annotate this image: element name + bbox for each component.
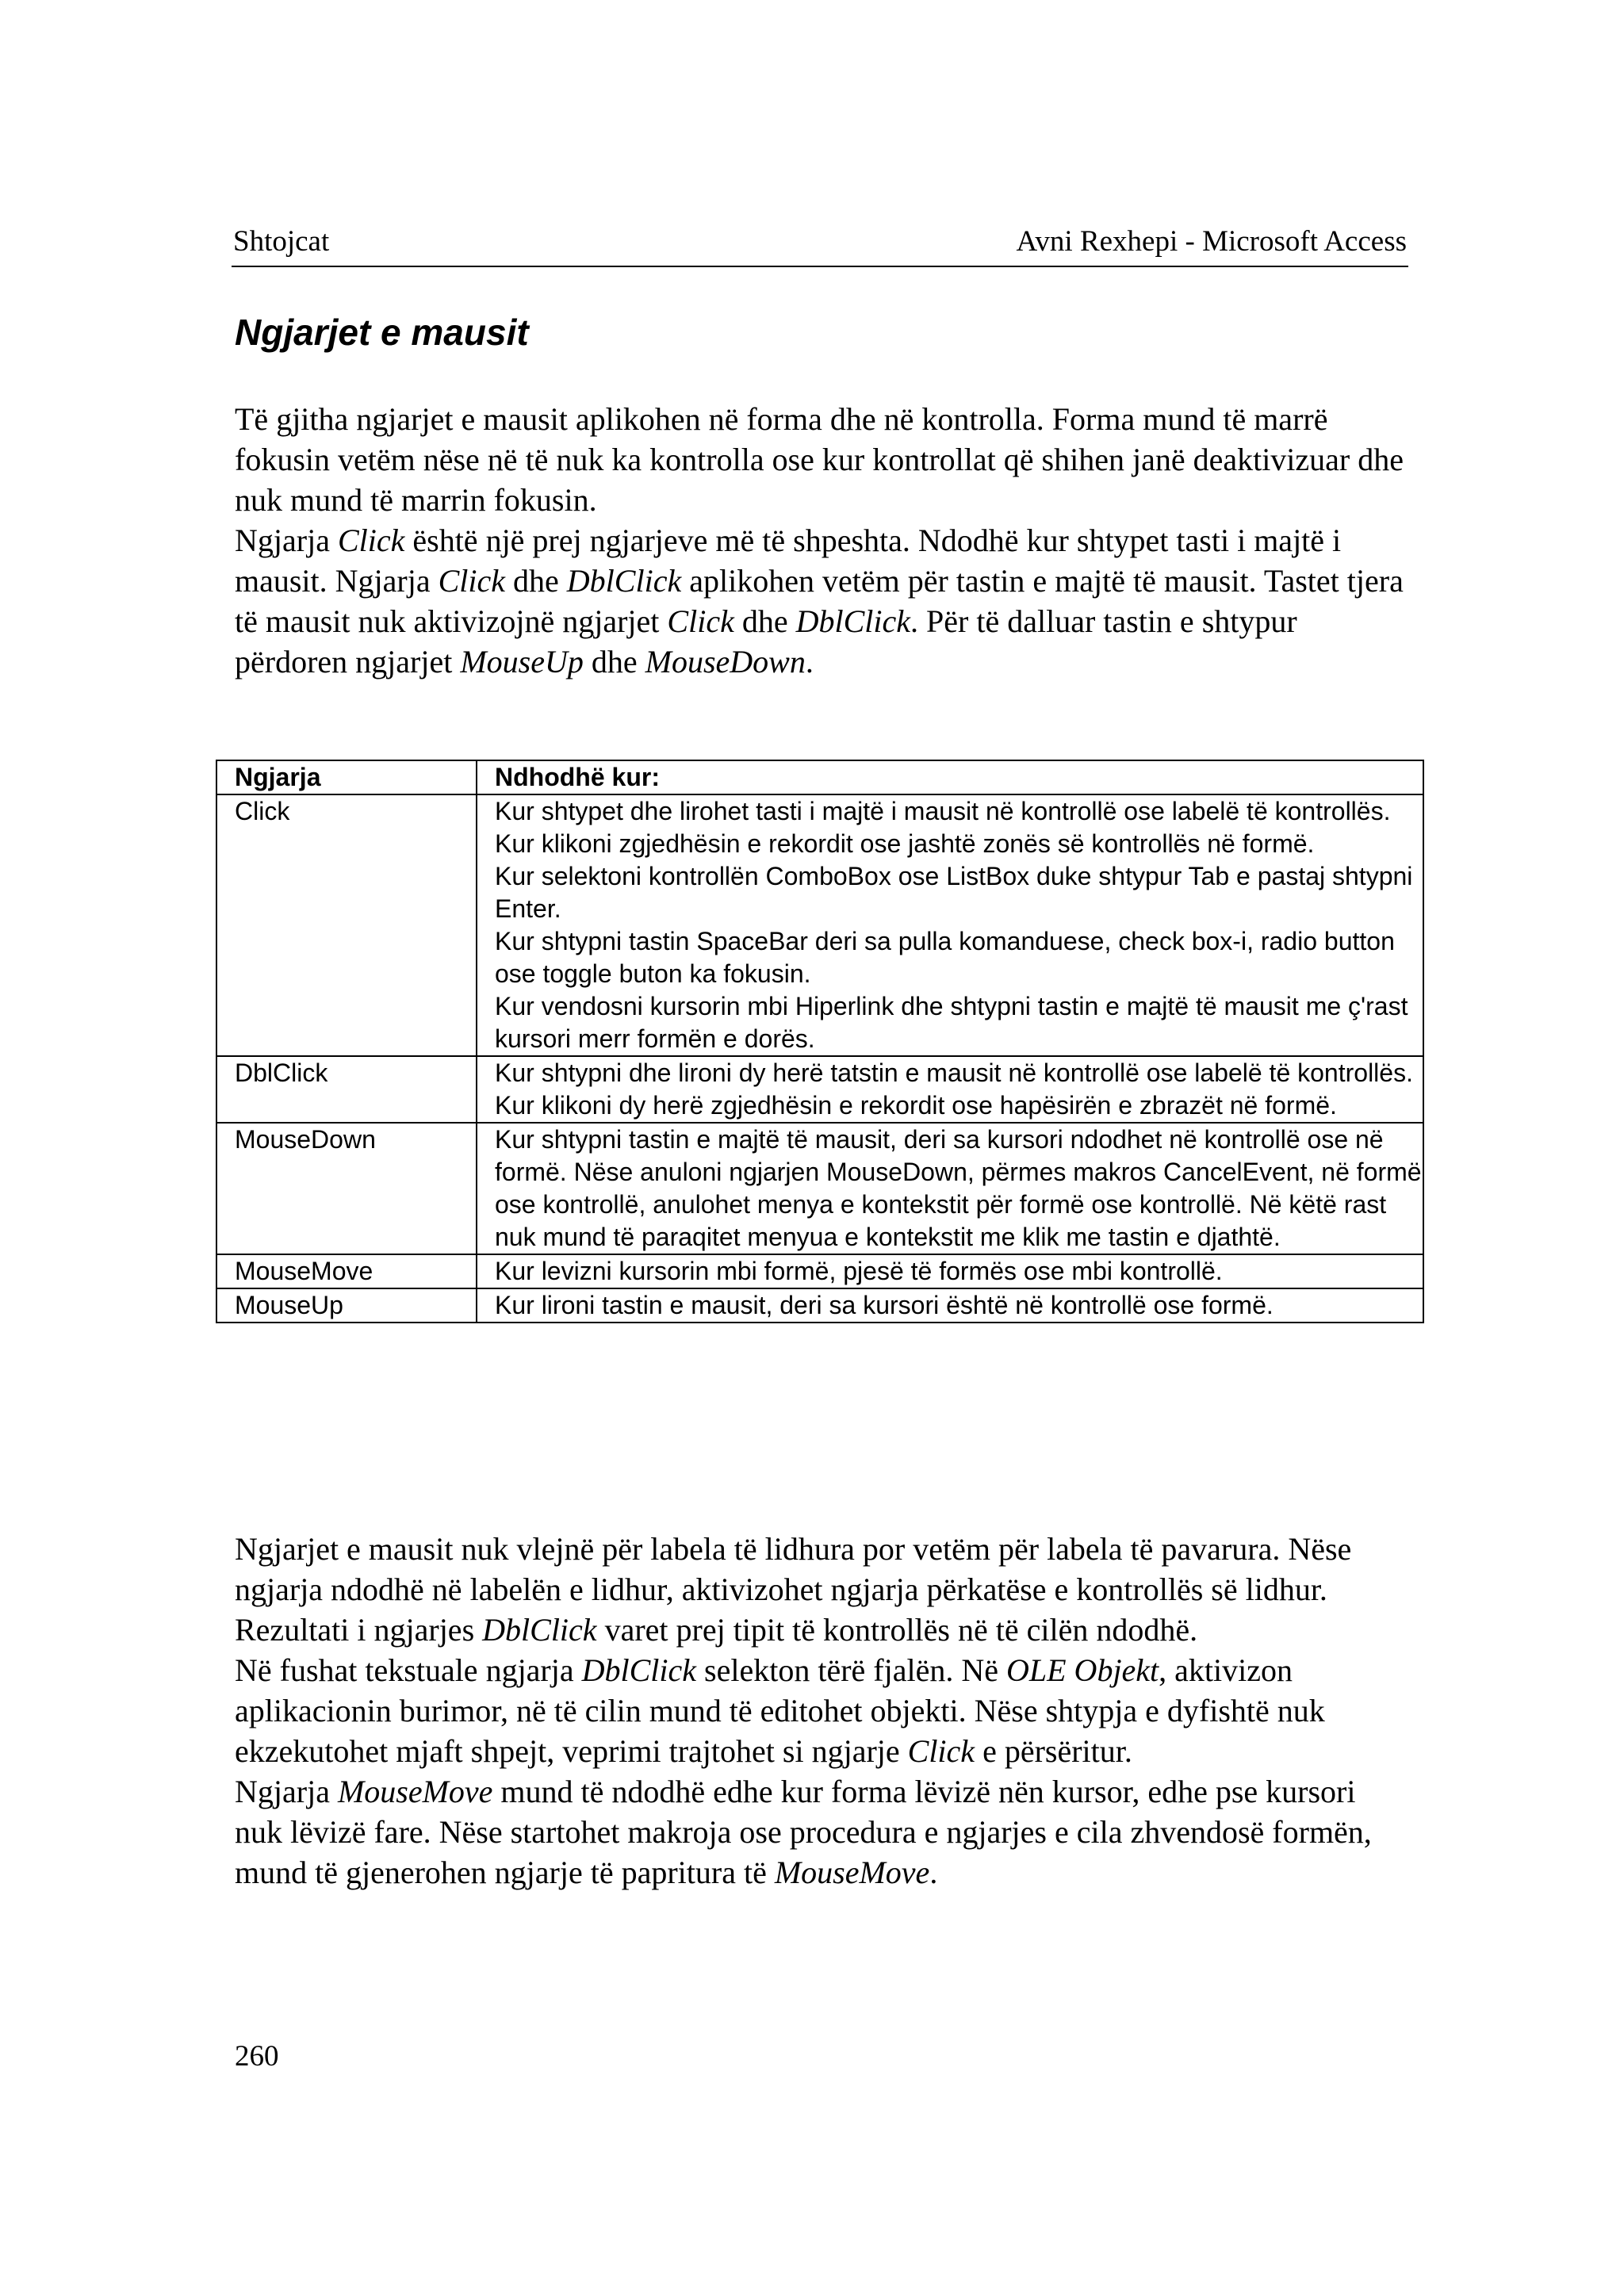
event-name-cell: MouseUp: [216, 1288, 477, 1323]
intro-paragraph-2: Ngjarja Click është një prej ngjarjeve më të shpeshta. Ndodhë kur shtypet tasti i majtë i mausit. Ngjarja Click dhe DblClick aplikohen vetëm për tastin e majtë të mausit. Tastet tjera të mausit nuk aktivizojnë ngjarjet Click dhe DblClick. Për të dalluar tastin e shtypur përdoren ngjarjet MouseUp dhe MouseDown.: [235, 523, 1404, 679]
mouse-events-table: [216, 760, 1424, 1323]
table-row: [216, 794, 1423, 1056]
intro-text: [235, 399, 1408, 682]
header-section: Shtojcat: [233, 225, 330, 258]
header-book-title: Avni Rexhepi - Microsoft Access: [1016, 225, 1407, 258]
event-name-cell: Click: [216, 794, 477, 1056]
event-description-cell: [477, 1056, 1423, 1123]
event-name-cell: MouseMove: [216, 1254, 477, 1288]
description-line: Kur lironi tastin e mausit, deri sa kursori është në kontrollë ose formë.: [495, 1291, 1274, 1319]
intro-paragraph-1: Të gjitha ngjarjet e mausit aplikohen në forma dhe në kontrolla. Forma mund të marrë fokusin vetëm nëse në të nuk ka kontrolla ose kur kontrollat që shihen janë deaktivizuar dhe nuk mund të marrin fokusin.: [235, 401, 1404, 518]
event-description-cell: [477, 794, 1423, 1056]
description-line: Kur klikoni dy herë zgjedhësin e rekordit ose hapësirën e zbrazët në formë.: [495, 1091, 1337, 1120]
description-line: Kur shtypni tastin e majtë të mausit, deri sa kursori ndodhet në kontrollë ose në formë. Nëse anuloni ngjarjen MouseDown, përmes makros CancelEvent, në formë ose kontrollë, anulohet menya e kontekstit për formë ose kontrollë. Në këtë rast nuk mund të paraqitet menyua e kontekstit me klik me tastin e djathtë.: [495, 1125, 1422, 1251]
page-number: 260: [235, 2040, 279, 2073]
closing-paragraph-3: Në fushat tekstuale ngjarja DblClick selekton tërë fjalën. Në OLE Objekt, aktivizon aplikacionin burimor, në të cilin mund të editohet objekti. Nëse shtypja e dyfishtë nuk ekzekutohet mjaft shpejt, veprimi trajtohet si ngjarje Click e përsëritur.: [235, 1652, 1325, 1769]
event-description-cell: [477, 1288, 1423, 1323]
description-line: Kur levizni kursorin mbi formë, pjesë të formës ose mbi kontrollë.: [495, 1257, 1223, 1285]
running-header: [232, 223, 1408, 267]
description-line: Kur shtypni tastin SpaceBar deri sa pulla komanduese, check box-i, radio button ose toggle buton ka fokusin.: [495, 927, 1395, 988]
column-header-event: Ngjarja: [216, 760, 477, 794]
description-line: Kur shtypet dhe lirohet tasti i majtë i mausit në kontrollë ose labelë të kontrollës.: [495, 797, 1391, 825]
table-row: [216, 1056, 1423, 1123]
description-line: Kur shtypni dhe lironi dy herë tatstin e mausit në kontrollë ose labelë të kontrollës.: [495, 1058, 1413, 1087]
event-name-cell: DblClick: [216, 1056, 477, 1123]
description-line: Kur selektoni kontrollën ComboBox ose ListBox duke shtypur Tab e pastaj shtypni Enter.: [495, 862, 1413, 923]
closing-paragraph-4: Ngjarja MouseMove mund të ndodhë edhe kur forma lëvizë nën kursor, edhe pse kursori nuk lëvizë fare. Nëse startohet makroja ose procedura e ngjarjes e cila zhvendosë formën, mund të gjenerohen ngjarje të papritura të MouseMove.: [235, 1774, 1372, 1890]
event-description-cell: [477, 1123, 1423, 1254]
table-row: [216, 1123, 1423, 1254]
closing-paragraph-1: Ngjarjet e mausit nuk vlejnë për labela të lidhura por vetëm për labela të pavarura. Nëse ngjarja ndodhë në labelën e lidhur, aktivizohet ngjarja përkatëse e kontrollës së lidhur.: [235, 1531, 1352, 1607]
description-line: Kur vendosni kursorin mbi Hiperlink dhe shtypni tastin e majtë të mausit me ç'rast kursori merr formën e dorës.: [495, 992, 1408, 1053]
event-name-cell: MouseDown: [216, 1123, 477, 1254]
table-row: [216, 1254, 1423, 1288]
column-header-occurs-when: Ndhodhë kur:: [477, 760, 1423, 794]
table-header-row: [216, 760, 1423, 794]
closing-paragraph-2: Rezultati i ngjarjes DblClick varet prej tipit të kontrollës në të cilën ndodhë.: [235, 1612, 1198, 1648]
closing-text: [235, 1529, 1408, 1893]
table-row: [216, 1288, 1423, 1323]
event-description-cell: [477, 1254, 1423, 1288]
description-line: Kur klikoni zgjedhësin e rekordit ose jashtë zonës së kontrollës në formë.: [495, 829, 1315, 858]
section-title: Ngjarjet e mausit: [235, 312, 529, 353]
